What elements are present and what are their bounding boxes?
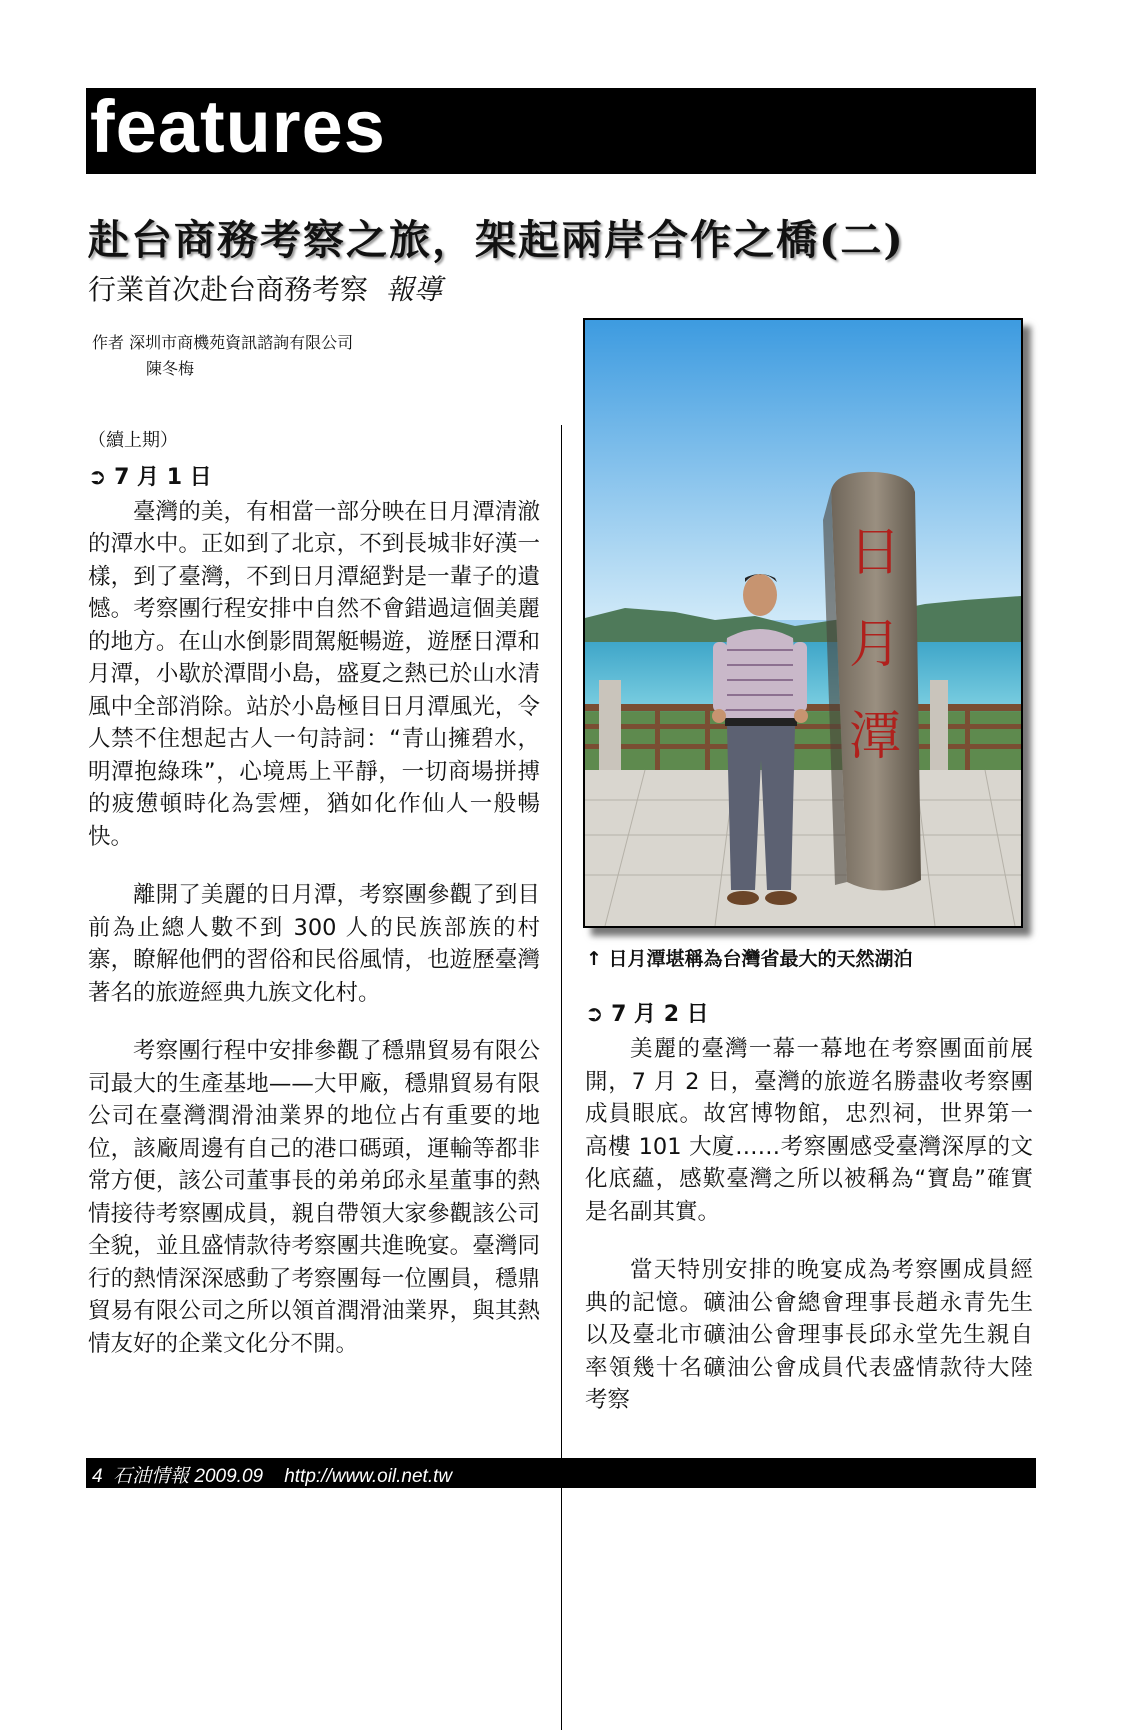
stone-inscription: [849, 523, 901, 767]
paragraph-sun-moon-lake: 臺灣的美，有相當一部分映在日月潭清澈的潭水中。正如到了北京，不到長城非好漢一樣，到了臺灣，不到日月潭絕對是一輩子的遺憾。考察團行程安排中自然不會錯過這個美麗的地方。在山水倒影間駕艇暢遊，遊歷日潭和月潭，小歇於潭間小島，盛夏之熱已於山水清風中全部消除。站於小島極目日月潭風光，令人禁不住想起古人一句詩詞：“青山擁碧水，明潭抱綠珠”，心境馬上平靜，一切商場拼搏的疲憊頓時化為雲煙，猶如化作仙人一般暢快。: [88, 498, 540, 850]
photo-sun-moon-lake: [583, 318, 1023, 928]
paragraph-taipei-tour: 美麗的臺灣一幕一幕地在考察團面前展開，7 月 2 日，臺灣的旅遊名勝盡收考察團成員眼底。故宮博物館，忠烈祠，世界第一高樓 101 大廈……考察團感受臺灣深厚的文化底蘊，感歎臺灣之所以被稱為“寶島”確實是名副其實。: [585, 1036, 1033, 1225]
byline-name: 陳冬梅: [146, 359, 195, 378]
article-title: 赴台商務考察之旅，架起兩岸合作之橋(二): [88, 216, 905, 264]
section-heading-jul-1: ➲ 7 月 1 日: [88, 464, 212, 490]
left-column: [88, 425, 540, 1360]
photo-caption: ↑ 日月潭堪稱為台灣省最大的天然湖泊: [586, 948, 913, 970]
footer-text: 4 石油情報 2009.09 http://www.oil.net.tw: [92, 1466, 453, 1487]
byline-prefix: 作者: [92, 333, 125, 352]
subtitle-text: 行業首次赴台商務考察: [88, 273, 369, 306]
paragraph-village: 離開了美麗的日月潭，考察團參觀了到目前為止總人數不到 300 人的民族部族的村寨，瞭解他們的習俗和民俗風情，也遊歷臺灣著名的旅遊經典九族文化村。: [88, 882, 540, 1006]
page-footer: [86, 1458, 1036, 1488]
section-heading-jul-2: ➲ 7 月 2 日: [585, 1002, 709, 1027]
section-banner: [86, 85, 1036, 174]
stone-text: 日月潭: [848, 523, 902, 767]
section-banner-label: features: [90, 85, 386, 168]
continued-note: （續上期）: [88, 430, 178, 451]
article-subtitle: [88, 268, 442, 308]
right-column: [585, 995, 1033, 1417]
column-divider: [561, 425, 562, 1730]
byline-org: 深圳市商機苑資訊諮詢有限公司: [129, 333, 354, 352]
subtitle-tag: 報導: [386, 273, 443, 306]
byline: [92, 330, 353, 382]
paragraph-factory-visit: 考察團行程中安排參觀了穩鼎貿易有限公司最大的生產基地——大甲廠，穩鼎貿易有限公司在臺灣潤滑油業界的地位占有重要的地位，該廠周邊有自己的港口碼頭，運輸等都非常方便，該公司董事長的弟弟邱永星董事的熱情接待考察團成員，親自帶領大家參觀該公司全貌，並且盛情款待考察團共進晚宴。臺灣同行的熱情深深感動了考察團每一位團員，穩鼎貿易有限公司之所以領首潤滑油業界，與其熱情友好的企業文化分不開。: [88, 1038, 540, 1357]
paragraph-banquet: 當天特別安排的晚宴成為考察團成員經典的記憶。礦油公會總會理事長趙永青先生以及臺北市礦油公會理事長邱永堂先生親自率領幾十名礦油公會成員代表盛情款待大陸考察: [585, 1257, 1033, 1413]
